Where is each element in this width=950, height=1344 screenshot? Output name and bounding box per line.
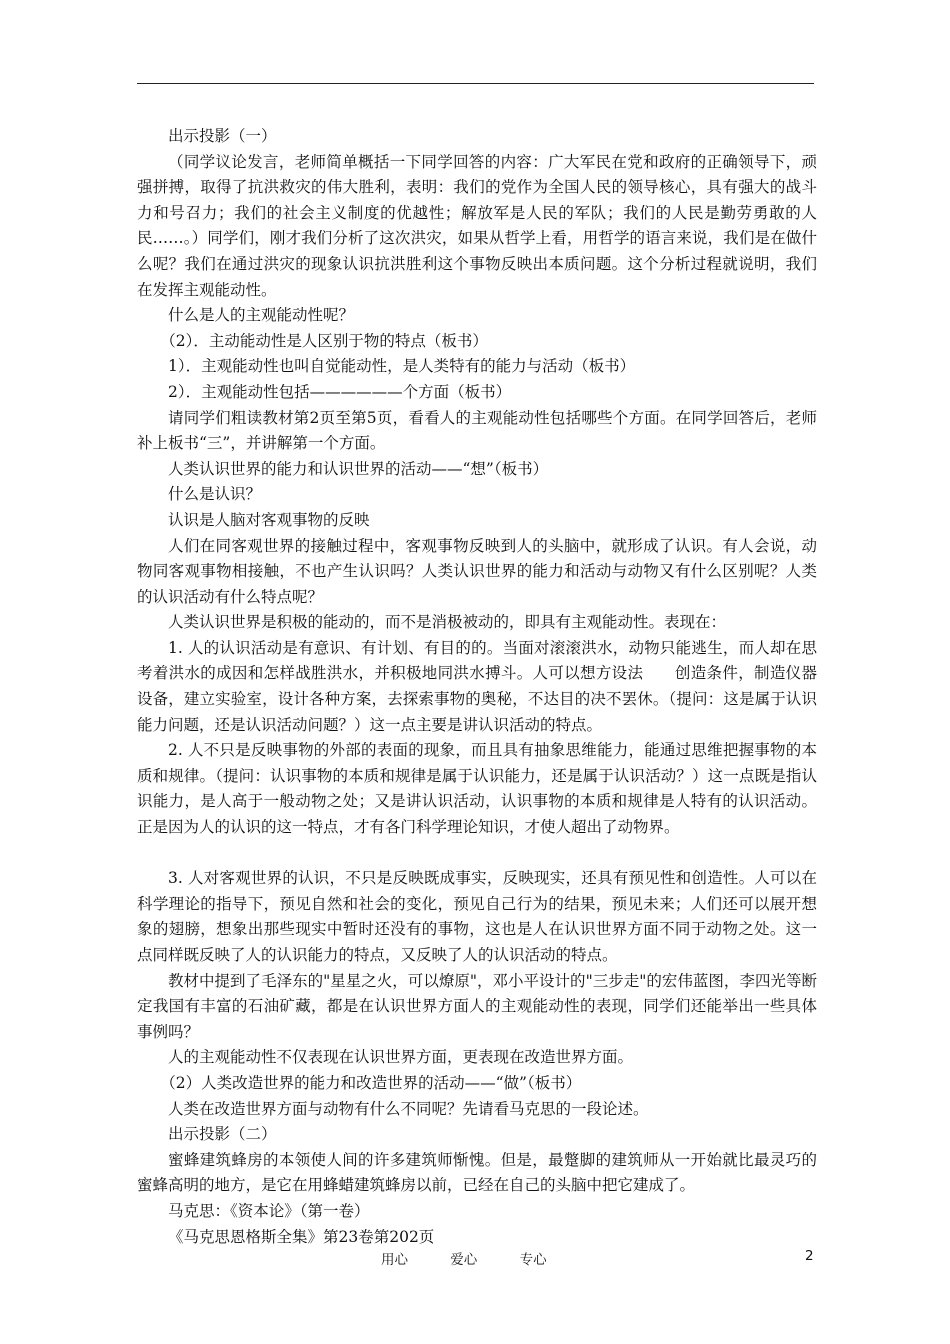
- paragraph-item-1: 1. 人的认识活动是有意识、有计划、有目的的。当面对滚滚洪水，动物只能逃生，而人却在思考着洪水的成因和怎样战胜洪水，并积极地同洪水搏斗。人可以想方设法 创造条件，制造仪器设备，建立实验室，设计各种方案，去探索事物的奥秘，不达目的决不罢休。（提问：这是属于认识能力问题，还是认识活动问题？）这一点主要是讲认识活动的特点。: [137, 638, 817, 734]
- paragraph-transform: 人的主观能动性不仅表现在认识世界方面，更表现在改造世界方面。: [168, 1048, 634, 1067]
- footer-slogan: 专心: [519, 1252, 547, 1268]
- paragraph-point-1: 1）．主观能动性也叫自觉能动性，是人类特有的能力与活动（板书）: [168, 357, 636, 376]
- footer-slogan: 爱心: [450, 1252, 478, 1268]
- paragraph-what-is-cognition: 什么是认识？: [168, 485, 262, 504]
- paragraph-citation-2: 《马克思恩格斯全集》第23卷第202页: [168, 1227, 435, 1246]
- page-footer: [0, 1248, 950, 1270]
- paragraph-active: 人类认识世界是积极的能动的，而不是消极被动的，即具有主观能动性。表现在：: [168, 613, 727, 632]
- header-rule: [137, 83, 814, 84]
- paragraph-definition: 认识是人脑对客观事物的反映: [168, 510, 370, 529]
- page-number: 2: [805, 1248, 814, 1264]
- paragraph-point-2: 2）．主观能动性包括——————个方面（板书）: [168, 382, 512, 401]
- paragraph-examples: 教材中提到了毛泽东的"星星之火，可以燎原"，邓小平设计的"三步走"的宏伟蓝图，李四光等断定我国有丰富的石油矿藏，都是在认识世界方面人的主观能动性的表现，同学们还能举出一些具体事例吗？: [137, 971, 817, 1041]
- paragraph-do: （2）人类改造世界的能力和改造世界的活动——“做”（板书）: [160, 1073, 582, 1092]
- footer-slogan: 用心: [381, 1252, 408, 1268]
- footer-slogans: [381, 1248, 585, 1268]
- paragraph-heading-2: （2）．主动能动性是人区别于物的特点（板书）: [160, 331, 488, 350]
- paragraph-contact: 人们在同客观世界的接触过程中，客观事物反映到人的头脑中，就形成了认识。有人会说，动物同客观事物相接触，不也产生认识吗？人类认识世界的能力和活动与动物又有什么区别呢？人类的认识活动有什么特点呢？: [137, 536, 817, 606]
- paragraph-spacer: [137, 841, 817, 867]
- paragraph-discussion: （同学议论发言，老师简单概括一下同学回答的内容：广大军民在党和政府的正确领导下，顽强拼搏，取得了抗洪救灾的伟大胜利，表明：我们的党作为全国人民的领导核心，具有强大的战斗力和号召力；我们的社会主义制度的优越性；解放军是人民的军队；我们的人民是勤劳勇敢的人民……。）同学们，刚才我们分析了这次洪灾，如果从哲学上看，用哲学的语言来说，我们是在做什么呢？我们在通过洪灾的现象认识抗洪胜利这个事物反映出本质问题。这个分析过程就说明，我们在发挥主观能动性。: [137, 152, 817, 299]
- paragraph-item-3: 3. 人对客观世界的认识，不只是反映既成事实，反映现实，还具有预见性和创造性。人可以在科学理论的指导下，预见自然和社会的变化，预见自己行为的结果，预见未来；人们还可以展开想象的翅膀，想象出那些现实中暂时还没有的事物，这也是人在认识世界方面不同于动物之处。这一点同样既反映了人的认识能力的特点，又反映了人的认识活动的特点。: [137, 869, 817, 964]
- paragraph-think: 人类认识世界的能力和认识世界的活动——“想”（板书）: [168, 459, 549, 478]
- paragraph-reading: 请同学们粗读教材第2页至第5页，看看人的主观能动性包括哪些个方面。在同学回答后，老师补上板书“三”，并讲解第一个方面。: [137, 408, 817, 453]
- paragraph-projection-2: 出示投影（二）: [168, 1125, 277, 1144]
- paragraph-citation-1: 马克思：《资本论》（第一卷）: [168, 1201, 370, 1220]
- paragraph-projection-1: 出示投影（一）: [168, 127, 277, 145]
- paragraph-question: 什么是人的主观能动性呢？: [168, 306, 355, 325]
- paragraph-bee-quote: 蜜蜂建筑蜂房的本领使人间的许多建筑师惭愧。但是，最蹩脚的建筑师从一开始就比最灵巧的蜜蜂高明的地方，是它在用蜂蜡建筑蜂房以前，已经在自己的头脑中把它建成了。: [137, 1150, 817, 1195]
- paragraph-marx-intro: 人类在改造世界方面与动物有什么不同呢？先请看马克思的一段论述。: [168, 1099, 649, 1118]
- paragraph-item-2: 2. 人不只是反映事物的外部的表面的现象，而且具有抽象思维能力，能通过思维把握事物的本质和规律。（提问：认识事物的本质和规律是属于认识能力，还是属于认识活动？）这一点既是指认识能力，是人高于一般动物之处；又是讲认识活动，认识事物的本质和规律是人特有的认识活动。正是因为人的认识的这一特点，才有各门科学理论知识，才使人超出了动物界。: [137, 741, 817, 837]
- body-text: [137, 124, 817, 1250]
